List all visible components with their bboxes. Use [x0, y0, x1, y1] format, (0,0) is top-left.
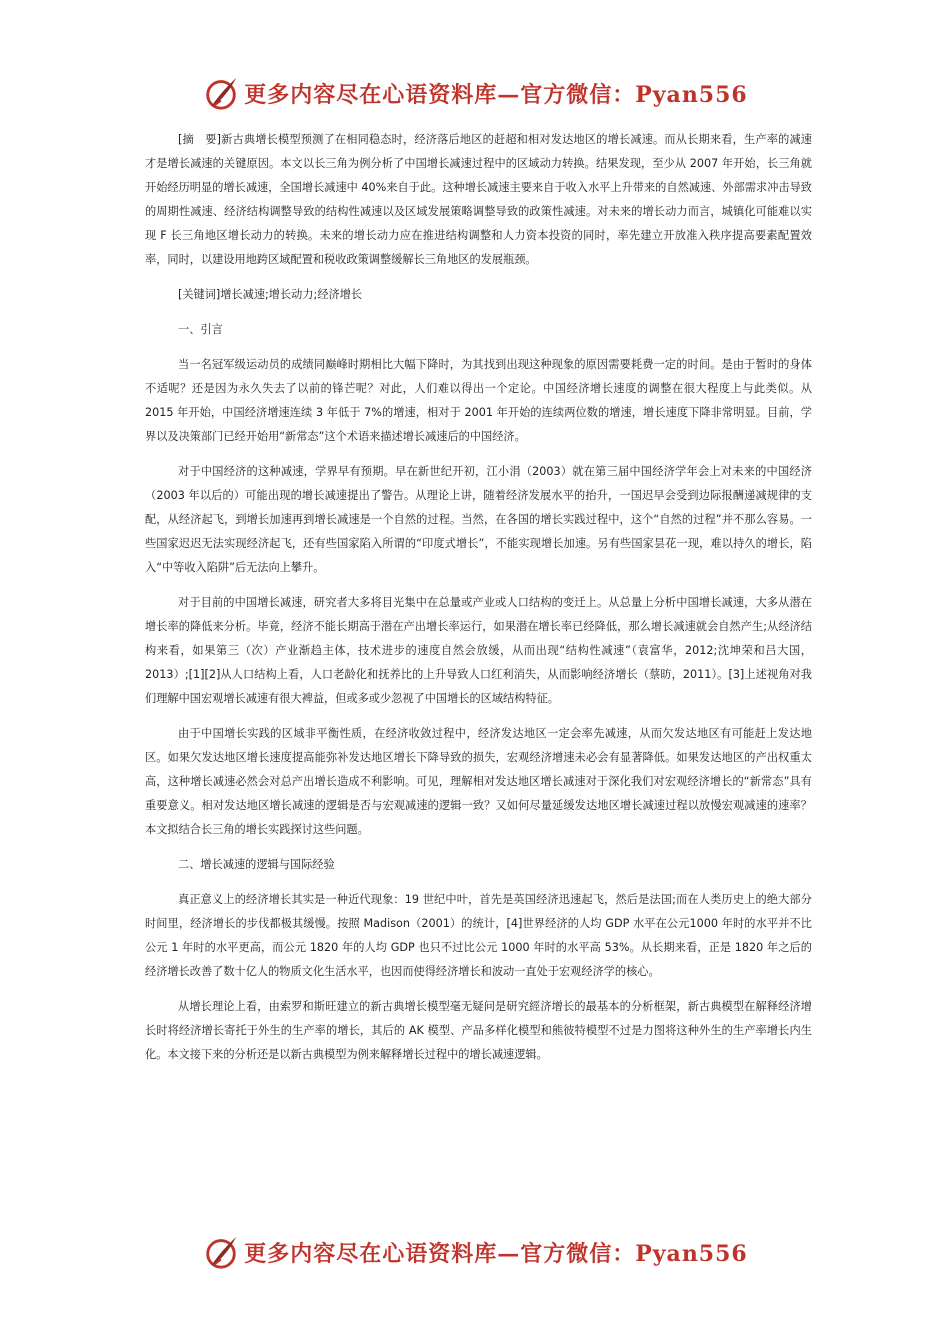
abstract: [摘 要]新古典增长模型预测了在相同稳态时，经济落后地区的赶超和相对发达地区的增长减速。而从长期来看，生产率的减速才是增长减速的关键原因。本文以长三角为例分析了中国增长减速过程中的区域动力转换。结果发现，至少从 2007 年开始，长三角就开始经历明显的增长减速，全国增长减速中 40%来自于此。这种增长减速主要来自于收入水平上升带来的自然减速、外部需求冲击导致的周期性减速、经济结构调整导致的结构性减速以及区域发展策略调整导致的政策性减速。对未来的增长动力而言，城镇化可能难以实现 F 长三角地区增长动力的转换。未来的增长动力应在推进结构调整和人力资本投资的同时，率先建立开放准入秩序提高要素配置效率，同时，以建设用地跨区域配置和税收政策调整缓解长三角地区的发展瓶颈。 — [145, 133, 812, 266]
banner-text: 更多内容尽在心语资料库—官方微信：Pyan556 — [244, 81, 748, 108]
paragraph: 由于中国增长实践的区域非平衡性质，在经济收敛过程中，经济发达地区一定会率先减速，从而欠发达地区有可能赶上发达地区。如果欠发达地区增长速度提高能弥补发达地区增长下降导致的损失，宏观经济增速未必会有显著降低。如果发达地区的产出权重太高，这种增长减速必然会对总产出增长造成不利影响。可见，理解相对发达地区增长减速对于深化我们对宏观经济增长的“新常态”具有重要意义。相对发达地区增长减速的逻辑是否与宏观减速的逻辑一致？又如何尽量延缓发达地区增长减速过程以放慢宏观减速的速率？本文拟结合长三角的增长实践探讨这些问题。 — [145, 727, 812, 836]
section-title-introduction: 一、引言 — [178, 323, 223, 336]
banner-text: 更多内容尽在心语资料库—官方微信：Pyan556 — [244, 1240, 748, 1267]
paragraph: 当一名冠军级运动员的成绩同巅峰时期相比大幅下降时，为其找到出现这种现象的原因需要耗费一定的时间。是由于暂时的身体不适呢？还是因为永久失去了以前的锋芒呢？对此，人们难以得出一个定论。中国经济增长速度的调整在很大程度上与此类似。从 2015 年开始，中国经济增速连续 3 年低于 7%的增速，相对于 2001 年开始的连续两位数的增速，增长速度下降非常明显。目前，学界以及决策部门已经开始用“新常态”这个术语来描述增长减速后的中国经济。 — [145, 358, 812, 443]
paragraph: 对于目前的中国增长减速，研究者大多将目光集中在总量或产业或人口结构的变迁上。从总量上分析中国增长减速，大多从潜在增长率的降低来分析。毕竟，经济不能长期高于潜在产出增长率运行，如果潜在增长率已经降低，那么增长减速就会自然产生;从经济结构来看，如果第三（次）产业渐趋主体，技术进步的速度自然会放缓，从而出现“结构性减速”（袁富华，2012;沈坤荣和吕大国，2013）;[1][2]从人口结构上看，人口老龄化和抚养比的上升导致人口红利消失，从而影响经济增长（蔡昉，2011）。[3]上述视角对我们理解中国宏观增长减速有很大裨益，但或多或少忽视了中国增长的区域结构特征。 — [145, 596, 812, 705]
keywords: [关键词]增长减速;增长动力;经济增长 — [178, 288, 363, 301]
article-body — [145, 128, 812, 1078]
paragraph: 从增长理论上看，由索罗和斯旺建立的新古典增长模型毫无疑问是研究經济增长的最基本的分析框架，新古典模型在解释经济增长时将经济增长寄托于外生的生产率的增长，其后的 AK 模型、产品多样化模型和熊彼特模型不过是力图将这种外生的生产率增长内生化。本文接下来的分析还是以新古典模型为例来解释增长过程中的增长减速逻辑。 — [145, 1000, 812, 1061]
paragraph: 真正意义上的经济增长其实是一种近代现象：19 世纪中叶，首先是英国经济迅速起飞，然后是法国;而在人类历史上的绝大部分时间里，经济增长的步伐都极其缓慢。按照 Madison（2001）的统计，[4]世界经济的人均 GDP 水平在公元1000 年时的水平并不比公元 1 年时的水平更高，而公元 1820 年的人均 GDP 也只不过比公元 1000 年时的水平高 53%。从长期来看，正是 1820 年之后的经济增长改善了数十亿人的物质文化生活水平，也因而使得经济增长和波动一直处于宏观经济学的核心。 — [145, 893, 812, 978]
bottom-banner — [0, 1232, 950, 1272]
feather-pen-logo-icon — [202, 1233, 240, 1271]
paragraph: 对于中国经济的这种减速，学界早有预期。早在新世纪开初，江小涓（2003）就在第三届中国经济学年会上对未来的中国经济（2003 年以后的）可能出现的增长减速提出了警告。从理论上讲，随着经济发展水平的抬升，一国迟早会受到边际报酬递减规律的支配，从经济起飞，到增长加速再到增长减速是一个自然的过程。当然，在各国的增长实践过程中，这个“自然的过程”并不那么容易。一些国家迟迟无法实现经济起飞，还有些国家陷入所谓的“印度式增长”，不能实现增长加速。另有些国家昙花一现，难以持久的增长，陷入“中等收入陷阱”后无法向上攀升。 — [145, 465, 812, 574]
feather-pen-logo-icon — [202, 74, 240, 112]
top-banner — [0, 73, 950, 113]
section-title-growth-logic: 二、增长减速的逻辑与国际经验 — [178, 858, 335, 871]
